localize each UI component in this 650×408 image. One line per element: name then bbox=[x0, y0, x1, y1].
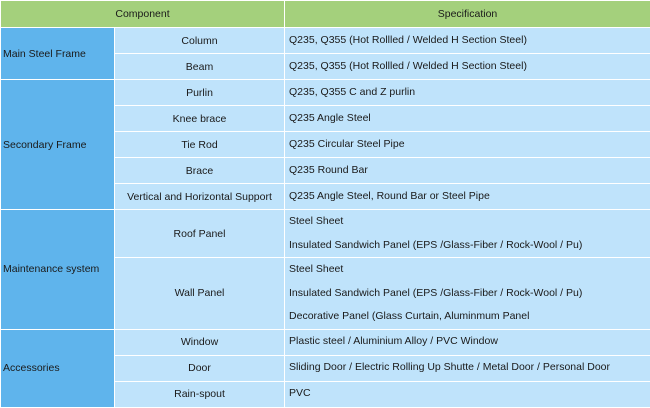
component-cell: Tie Rod bbox=[115, 132, 285, 158]
table-row bbox=[1, 80, 650, 106]
specification-cell bbox=[285, 381, 650, 407]
specification-cell bbox=[285, 184, 650, 210]
category-cell: Main Steel Frame bbox=[1, 28, 115, 80]
specification-cell bbox=[285, 80, 650, 106]
specification-line: Plastic steel / Aluminium Alloy / PVC Window bbox=[289, 330, 646, 354]
category-cell: Accessories bbox=[1, 329, 115, 407]
category-cell: Maintenance system bbox=[1, 210, 115, 330]
table-body bbox=[1, 28, 650, 408]
specification-line: Steel Sheet bbox=[289, 210, 646, 234]
specification-cell bbox=[285, 258, 650, 330]
specification-header: Specification bbox=[285, 1, 650, 28]
component-cell: Door bbox=[115, 355, 285, 381]
specification-cell bbox=[285, 106, 650, 132]
specification-line: Steel Sheet bbox=[289, 258, 646, 282]
component-cell: Beam bbox=[115, 54, 285, 80]
specification-line: Decorative Panel (Glass Curtain, Aluminmum Panel bbox=[289, 305, 646, 329]
component-cell: Column bbox=[115, 28, 285, 54]
table-row bbox=[1, 210, 650, 258]
component-cell: Rain-spout bbox=[115, 381, 285, 407]
specification-cell bbox=[285, 28, 650, 54]
component-cell: Wall Panel bbox=[115, 258, 285, 330]
specification-cell bbox=[285, 210, 650, 258]
table-row bbox=[1, 329, 650, 355]
specification-line: Q235, Q355 (Hot Rollled / Welded H Section Steel) bbox=[289, 55, 646, 79]
component-cell: Vertical and Horizontal Support bbox=[115, 184, 285, 210]
specification-cell bbox=[285, 54, 650, 80]
table-row bbox=[1, 28, 650, 54]
specification-line: Insulated Sandwich Panel (EPS /Glass-Fiber / Rock-Wool / Pu) bbox=[289, 234, 646, 258]
specification-cell bbox=[285, 132, 650, 158]
specification-line: Q235 Circular Steel Pipe bbox=[289, 133, 646, 157]
component-cell: Roof Panel bbox=[115, 210, 285, 258]
component-cell: Brace bbox=[115, 158, 285, 184]
specification-line: Sliding Door / Electric Rolling Up Shutte / Metal Door / Personal Door bbox=[289, 356, 646, 380]
header-row bbox=[1, 1, 650, 28]
specification-line: Q235, Q355 (Hot Rollled / Welded H Section Steel) bbox=[289, 29, 646, 53]
specification-cell bbox=[285, 355, 650, 381]
specification-line: Q235 Angle Steel bbox=[289, 107, 646, 131]
specification-line: Q235, Q355 C and Z purlin bbox=[289, 81, 646, 105]
category-cell: Secondary Frame bbox=[1, 80, 115, 210]
specification-line: Insulated Sandwich Panel (EPS /Glass-Fiber / Rock-Wool / Pu) bbox=[289, 282, 646, 306]
component-header: Component bbox=[1, 1, 285, 28]
specification-cell bbox=[285, 158, 650, 184]
specification-line: Q235 Round Bar bbox=[289, 159, 646, 183]
component-cell: Window bbox=[115, 329, 285, 355]
specification-cell bbox=[285, 329, 650, 355]
component-cell: Knee brace bbox=[115, 106, 285, 132]
specification-line: Q235 Angle Steel, Round Bar or Steel Pipe bbox=[289, 185, 646, 209]
specification-line: PVC bbox=[289, 382, 646, 406]
component-cell: Purlin bbox=[115, 80, 285, 106]
